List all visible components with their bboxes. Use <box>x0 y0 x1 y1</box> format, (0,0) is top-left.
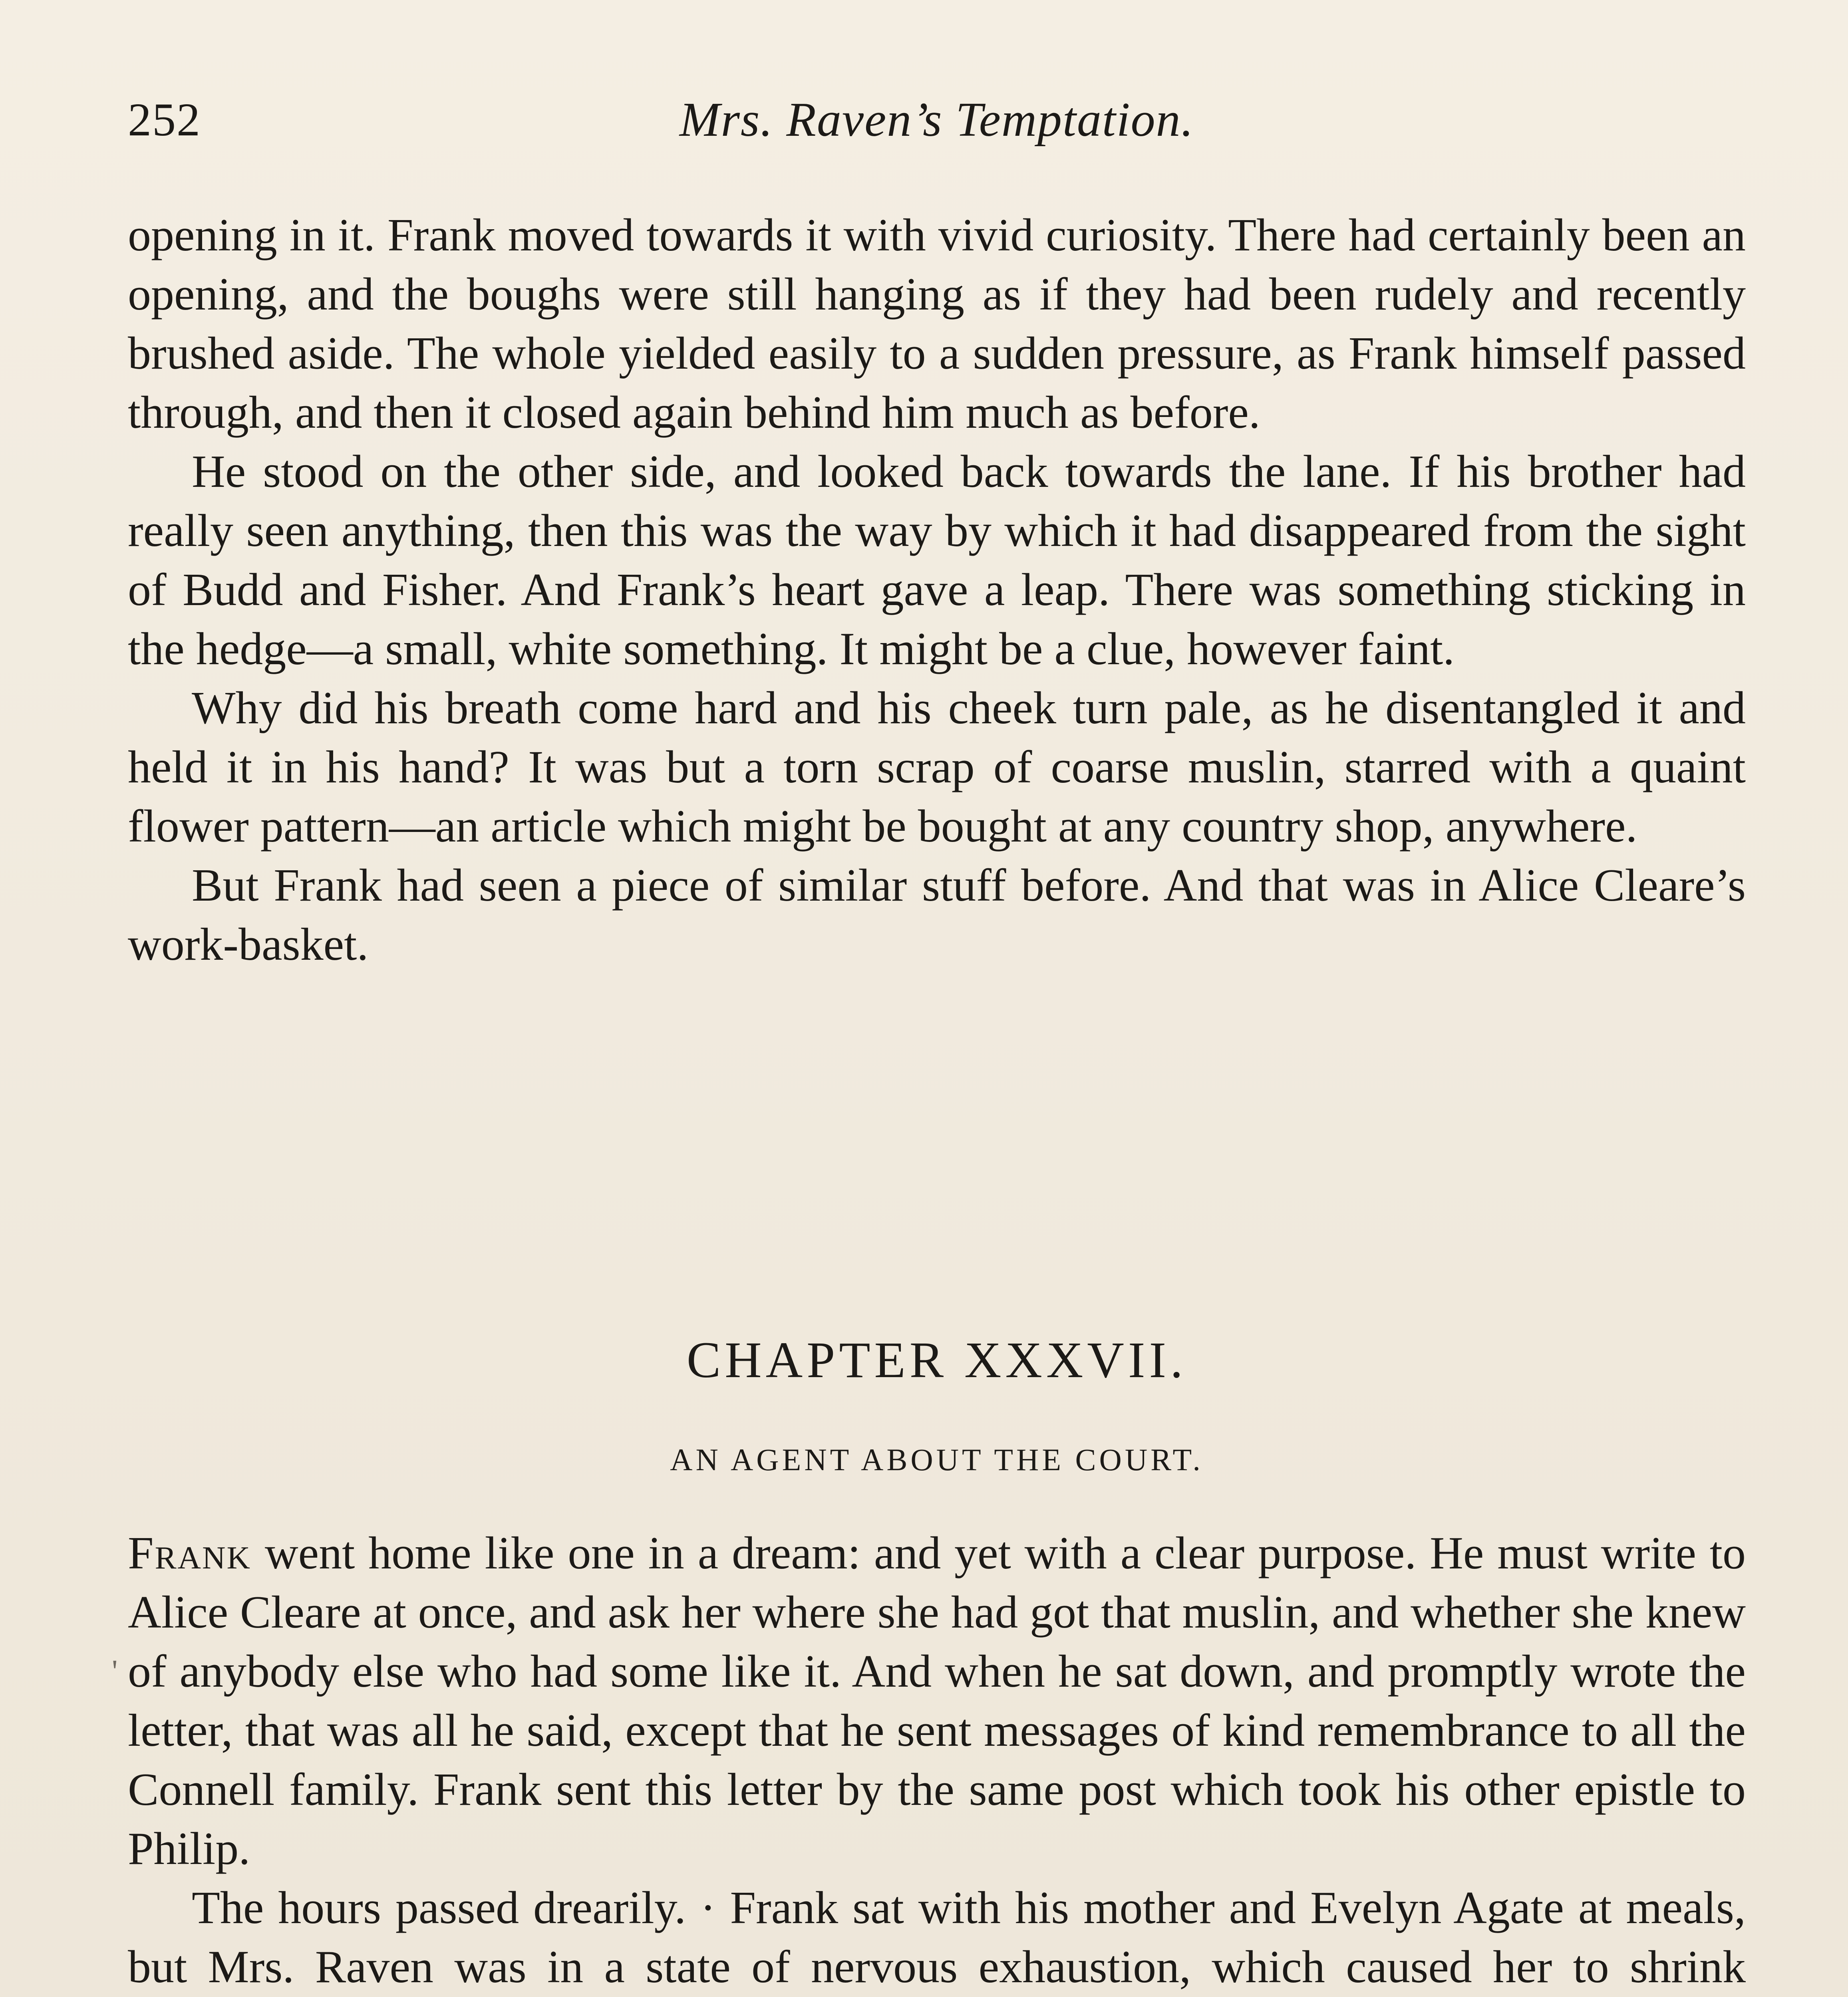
paragraph: Why did his breath come hard and his cheek turn pale, as he disentangled it and held it in his hand? It was but a torn scrap of coarse muslin, starred with a quaint flower pattern—an article which might be bought at any country shop, anywhere. <box>128 683 1746 852</box>
paragraph <box>128 1524 1746 1878</box>
paragraph: But Frank had seen a piece of similar stuff before. And that was in Alice Cleare’s work-basket. <box>128 860 1746 970</box>
running-title: Mrs. Raven’s Temptation. <box>679 93 1194 147</box>
text-block-before-chapter <box>128 206 1746 974</box>
page-number: 252 <box>128 93 201 146</box>
paragraph: He stood on the other side, and looked back towards the lane. If his brother had really seen anything, then this was the way by which it had disappeared from the sight of Budd and Fisher. And Frank’s heart gave a leap. There was something sticking in the hedge—a small, white something. It might be a clue, however faint. <box>128 446 1746 675</box>
chapter-subtitle: AN AGENT ABOUT THE COURT. <box>670 1442 1204 1477</box>
chapter-heading: CHAPTER XXXVII. <box>686 1332 1187 1388</box>
stray-mark: ' <box>112 1654 118 1689</box>
paragraph-text: went home like one in a dream: and yet with a clear purpose. He must write to Alice Cleare at once, and ask her where she had got that muslin, and whether she knew of anybody else who had some like it. And when he sat down, and promptly wrote the letter, that was all he said, except that he sent messages of kind remembrance to all the Connell family. Frank sent this letter by the same post which took his other epistle to Philip. <box>128 1528 1746 1874</box>
paragraph: opening in it. Frank moved towards it with vivid curiosity. There had certainly been an opening, and the boughs were still hanging as if they had been rudely and recently brushed aside. The whole yielded easily to a sudden pressure, as Frank himself passed through, and then it closed again behind him much as before. <box>128 210 1746 438</box>
paragraph: The hours passed drearily. · Frank sat with his mother and Evelyn Agate at meals, but Mrs. Raven was in a state of nervous exhaustion, which caused her to shrink <box>128 1882 1746 1993</box>
page-header <box>128 82 1746 158</box>
text-block-chapter-body <box>128 1524 1746 1997</box>
chapter-first-word: Frank <box>128 1528 252 1579</box>
